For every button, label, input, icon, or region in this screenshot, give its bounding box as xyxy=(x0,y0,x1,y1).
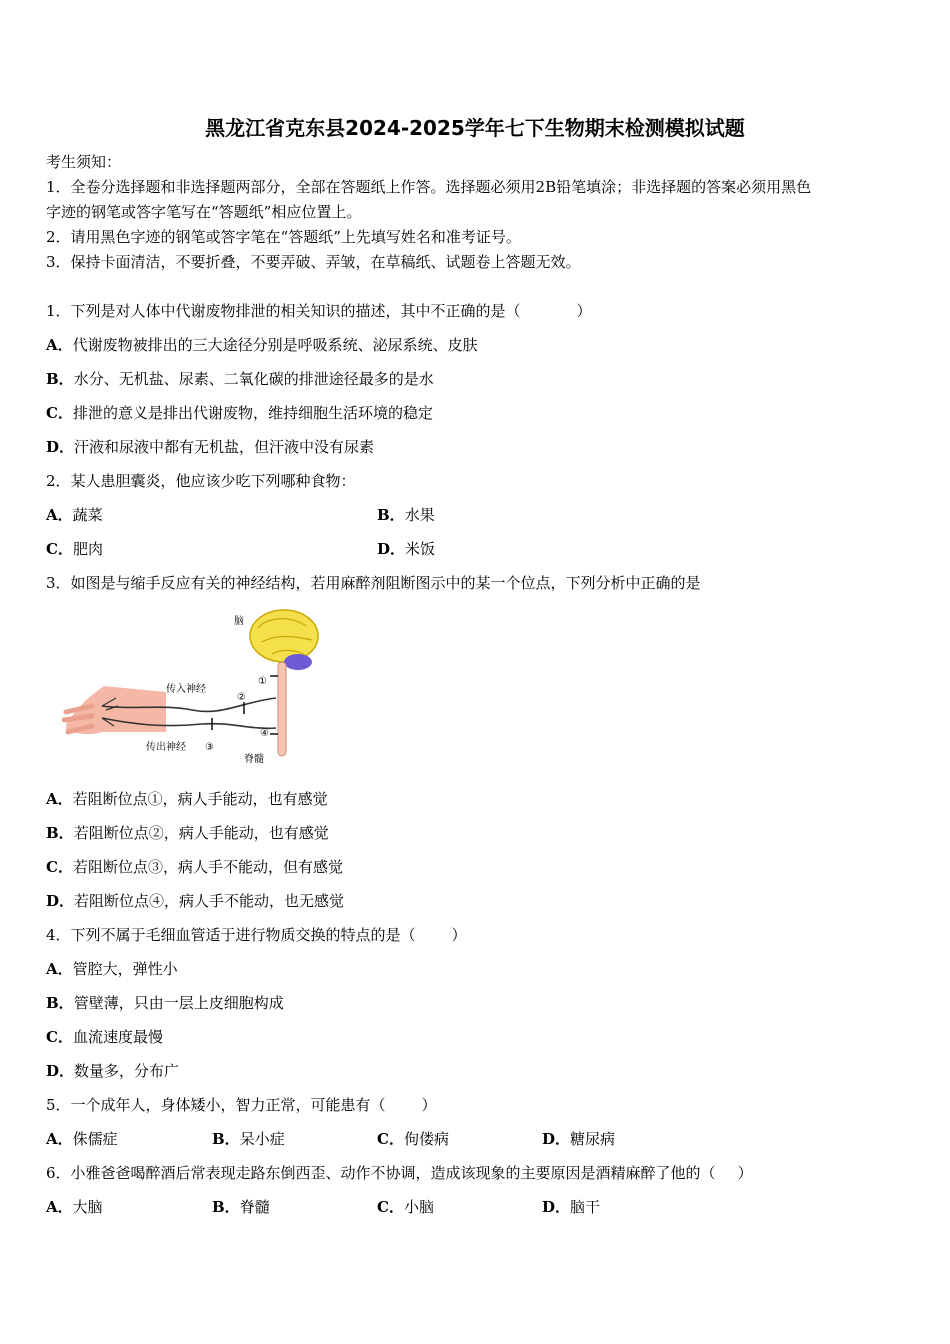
q1-option-d: D．汗液和尿液中都有无机盐，但汗液中没有尿素 xyxy=(46,438,375,456)
q3-option-a: A．若阻断位点①，病人手能动，也有感觉 xyxy=(46,790,328,808)
q1-option-b: B．水分、无机盐、尿素、二氧化碳的排泄途径最多的是水 xyxy=(46,370,434,388)
q6-option-a: A．大脑 xyxy=(46,1198,103,1216)
q3-option-d: D．若阻断位点④，病人手不能动，也无感觉 xyxy=(46,892,345,910)
cerebellum-shape xyxy=(284,654,312,670)
notice-item: 2．请用黑色字迹的钢笔或答字笔在“答题纸”上先填写姓名和准考证号。 xyxy=(46,228,521,246)
q6-option-b: B．脊髓 xyxy=(212,1198,270,1216)
question-6-stem: 6．小雅爸爸喝醉酒后常表现走路东倒西歪、动作不协调，造成该现象的主要原因是酒精麻醉了他的（ ） xyxy=(46,1164,753,1182)
q6-option-d: D．脑干 xyxy=(542,1198,601,1216)
question-1-stem: 1．下列是对人体中代谢废物排泄的相关知识的描述，其中不正确的是（ ） xyxy=(46,302,592,320)
q5-option-c: C．佝偻病 xyxy=(377,1130,449,1148)
notice-item: 1．全卷分选择题和非选择题两部分，全部在答题纸上作答。选择题必须用2B铅笔填涂；非选择题的答案必须用黑色 xyxy=(46,178,812,196)
notice-item: 3．保持卡面清洁，不要折叠，不要弄破、弄皱，在草稿纸、试题卷上答题无效。 xyxy=(46,253,581,271)
q6-option-c: C．小脑 xyxy=(377,1198,434,1216)
q3-option-b: B．若阻断位点②，病人手能动，也有感觉 xyxy=(46,824,329,842)
spinal-cord-shape xyxy=(278,662,286,756)
label-spinal: 脊髓 xyxy=(244,754,264,765)
q2-option-d: D．米饭 xyxy=(377,540,436,558)
label-point-3: ③ xyxy=(205,742,214,753)
question-3-stem: 3．如图是与缩手反应有关的神经结构，若用麻醉剂阻断图示中的某一个位点，下列分析中正确的是 xyxy=(46,574,701,592)
question-4-stem: 4．下列不属于毛细血管适于进行物质交换的特点的是（ ） xyxy=(46,926,467,944)
q4-option-c: C．血流速度最慢 xyxy=(46,1028,163,1046)
q2-option-c: C．肥肉 xyxy=(46,540,103,558)
q5-option-b: B．呆小症 xyxy=(212,1130,285,1148)
notice-item: 字迹的钢笔或答字笔写在“答题纸”相应位置上。 xyxy=(46,203,362,221)
label-point-2: ② xyxy=(237,692,246,703)
label-brain: 脑 xyxy=(234,616,244,627)
label-afferent: 传入神经 xyxy=(166,684,206,695)
q5-option-d: D．糖尿病 xyxy=(542,1130,616,1148)
q5-option-a: A．侏儒症 xyxy=(46,1130,118,1148)
question-2-stem: 2．某人患胆囊炎，他应该少吃下列哪种食物： xyxy=(46,472,356,490)
label-point-4: ④ xyxy=(260,728,269,739)
question-5-stem: 5．一个成年人，身体矮小，智力正常，可能患有（ ） xyxy=(46,1096,437,1114)
q4-option-d: D．数量多，分布广 xyxy=(46,1062,180,1080)
q4-option-b: B．管壁薄，只由一层上皮细胞构成 xyxy=(46,994,284,1012)
q1-option-a: A．代谢废物被排出的三大途径分别是呼吸系统、泌尿系统、皮肤 xyxy=(46,336,478,354)
label-efferent: 传出神经 xyxy=(146,742,186,753)
exam-title: 黑龙江省克东县2024-2025学年七下生物期末检测模拟试题 xyxy=(205,116,745,140)
q1-option-c: C．排泄的意义是排出代谢废物，维持细胞生活环境的稳定 xyxy=(46,404,433,422)
q2-option-b: B．水果 xyxy=(377,506,435,524)
label-point-1: ① xyxy=(258,676,267,687)
q2-option-a: A．蔬菜 xyxy=(46,506,103,524)
reflex-arc-figure xyxy=(62,606,322,766)
notice-heading: 考生须知： xyxy=(46,153,122,171)
q4-option-a: A．管腔大，弹性小 xyxy=(46,960,178,978)
q3-option-c: C．若阻断位点③，病人手不能动，但有感觉 xyxy=(46,858,343,876)
